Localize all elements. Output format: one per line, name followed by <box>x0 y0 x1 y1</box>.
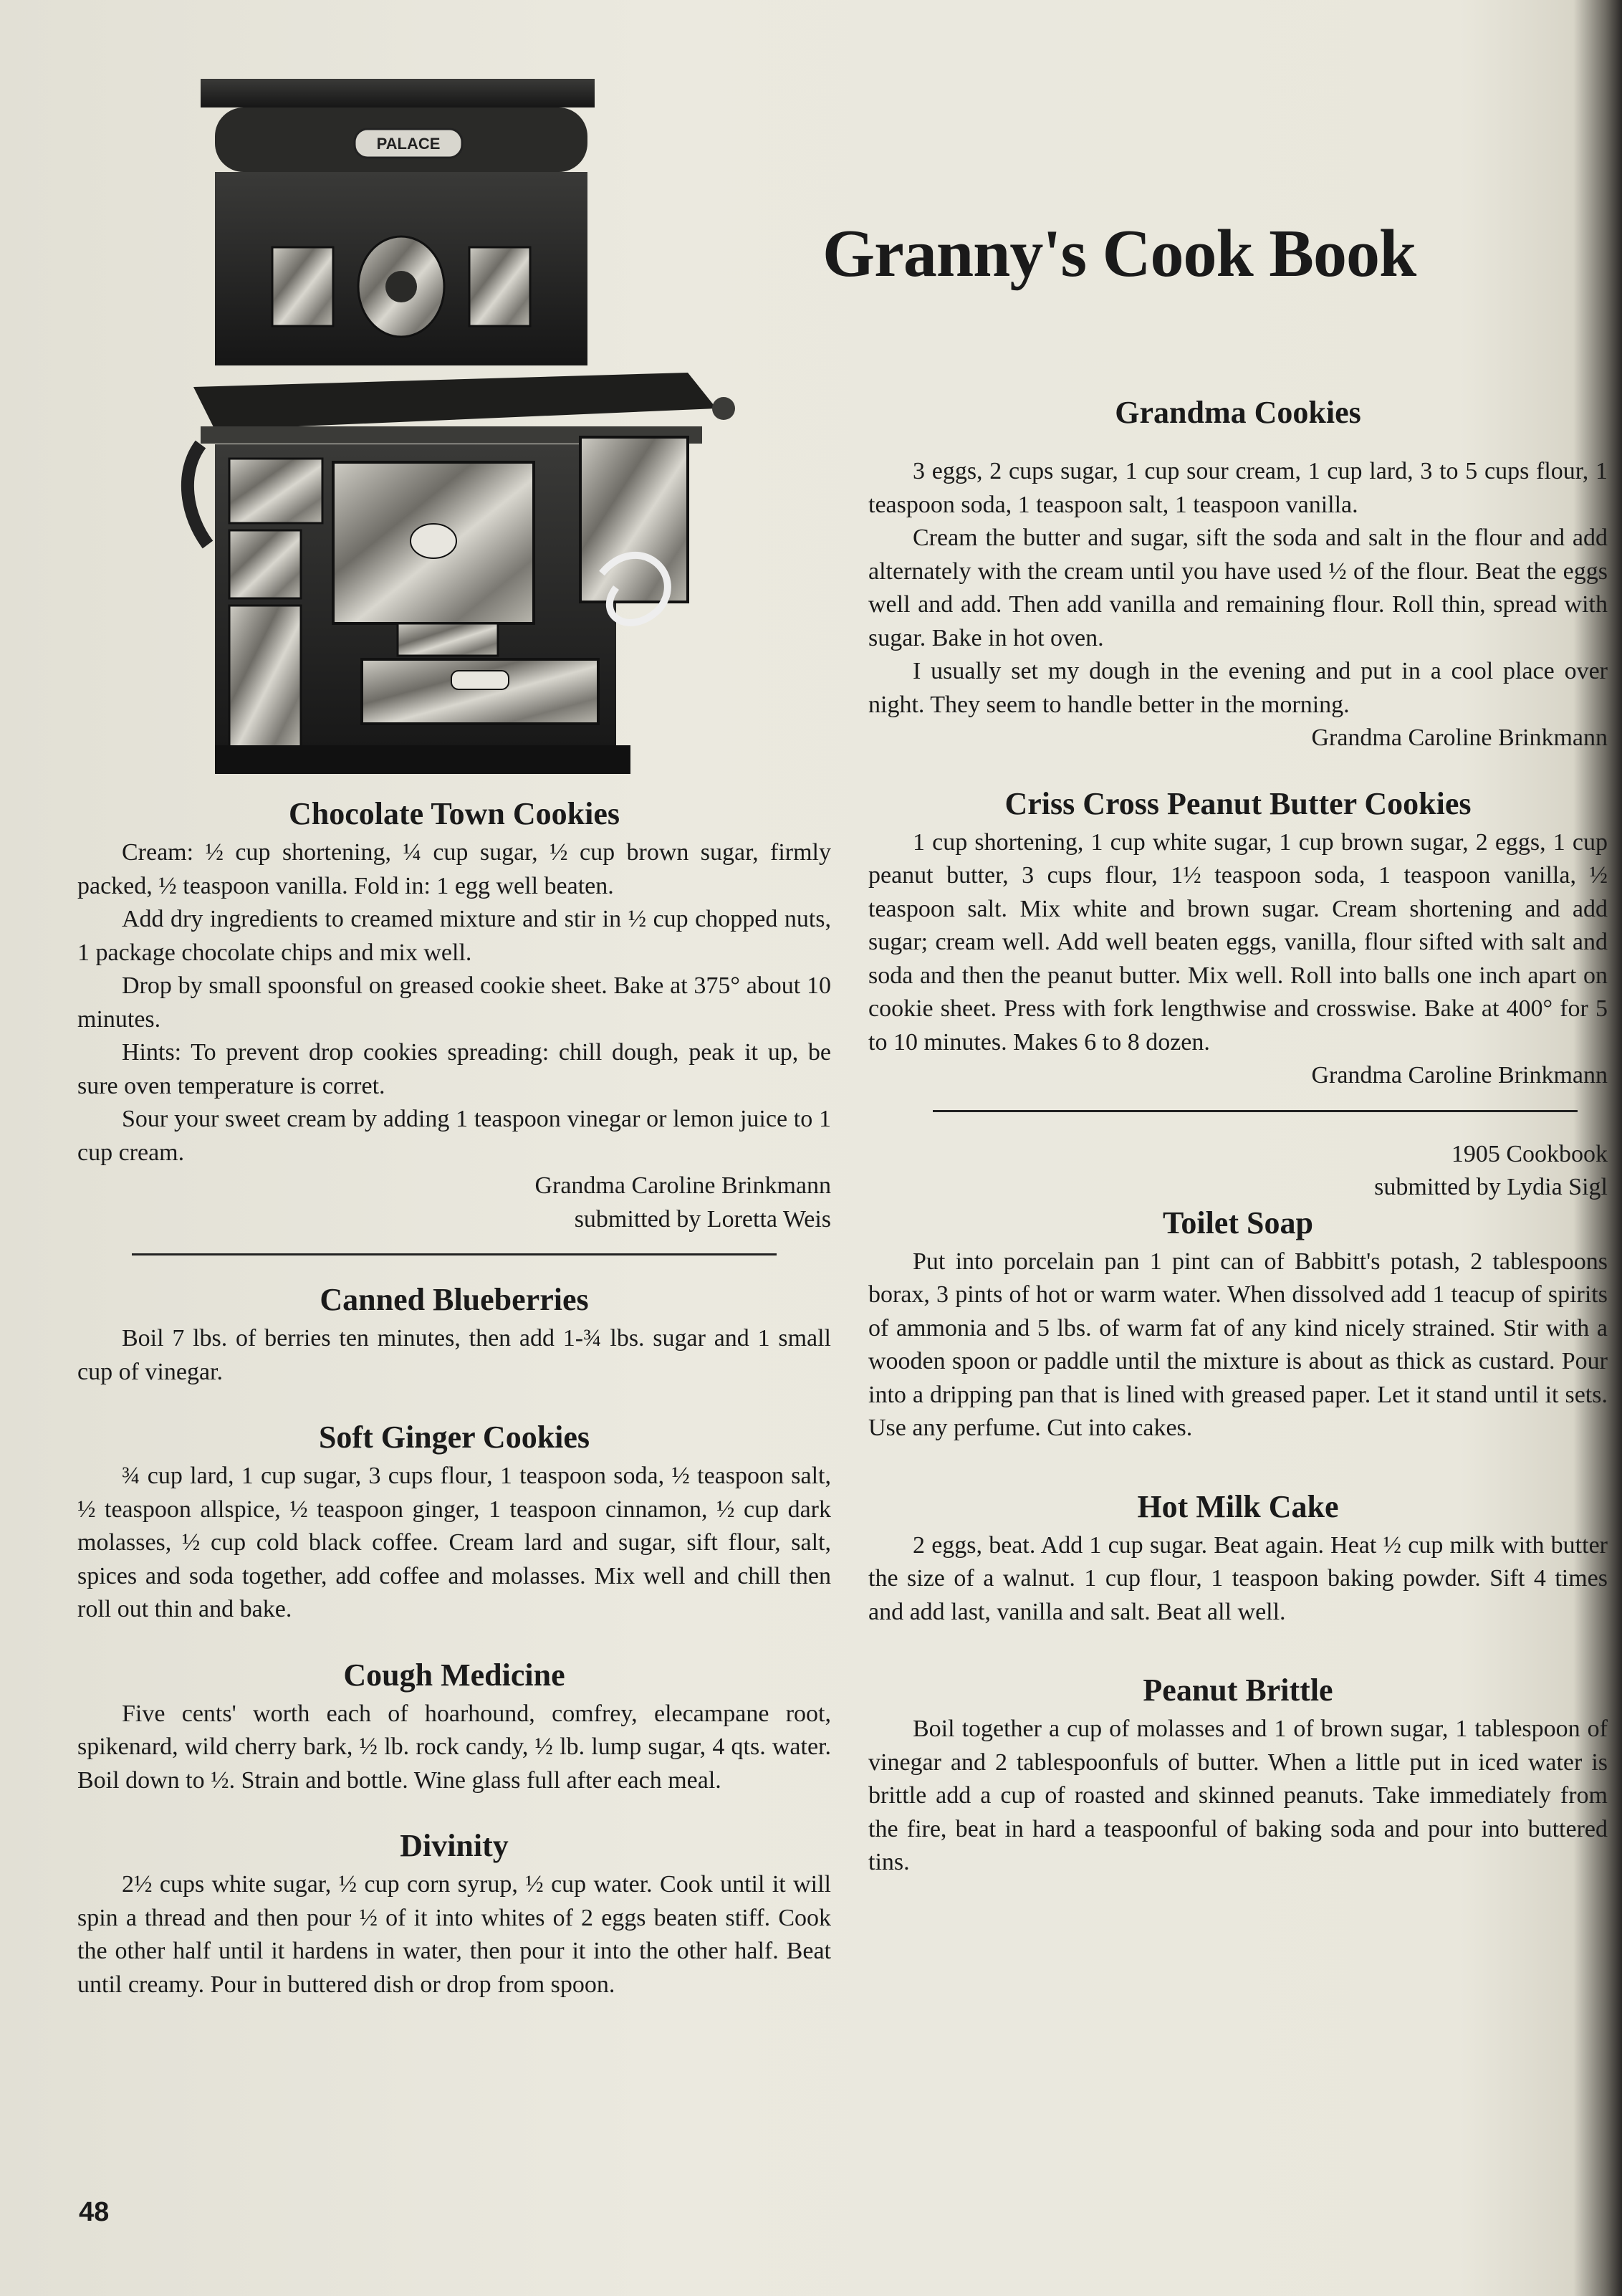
recipe-grandma-cookies <box>868 394 1608 755</box>
recipe-title: Toilet Soap <box>1163 1205 1313 1240</box>
recipe-paragraph: Put into porcelain pan 1 pint can of Babbitt's potash, 2 tablespoons borax, 3 pints of hot or warm water. When dissolved add 1 teacup of spirits of ammonia and 5 lbs. of warm fat of any kind nicely strained. Stir with a wooden spoon or paddle until the mixture is about as thick as custard. Pour into a dripping pan that is lined with greased paper. Let it stand until it sets. Use any perfume. Cut into cakes. <box>868 1248 1608 1441</box>
recipe-toilet-soap <box>868 1205 1608 1445</box>
recipe-title: Chocolate Town Cookies <box>288 796 620 831</box>
stove-illustration <box>172 72 802 781</box>
recipe-signature: Grandma Caroline Brinkmann <box>1311 724 1608 751</box>
recipe-title: Criss Cross Peanut Butter Cookies <box>1004 785 1472 821</box>
source-line: 1905 Cookbook <box>1451 1140 1608 1167</box>
recipe-paragraph: 3 eggs, 2 cups sugar, 1 cup sour cream, 1 cup lard, 3 to 5 cups flour, 1 teaspoon soda, 1 teaspoon salt, 1 teaspoon vanilla. <box>868 458 1608 518</box>
stove-badge-text: PALACE <box>376 135 441 153</box>
recipe-hot-milk-cake <box>868 1488 1608 1630</box>
recipe-canned-blueberries <box>77 1281 831 1389</box>
left-column <box>77 795 831 2001</box>
recipe-title: Canned Blueberries <box>320 1282 589 1317</box>
recipe-chocolate-town-cookies <box>77 795 831 1236</box>
source-submitter: submitted by Lydia Sigl <box>1374 1174 1608 1200</box>
recipe-paragraph: Add dry ingredients to creamed mixture and stir in ½ cup chopped nuts, 1 package chocolate chips and mix well. <box>77 906 831 966</box>
recipe-paragraph: Cream: ½ cup shortening, ¼ cup sugar, ½ cup brown sugar, firmly packed, ½ teaspoon vanilla. Fold in: 1 egg well beaten. <box>77 839 831 899</box>
recipe-paragraph: 1 cup shortening, 1 cup white sugar, 1 cup brown sugar, 2 eggs, 1 cup peanut butter, 3 cups flour, 1½ teaspoon soda, 1 teaspoon vanilla, ½ teaspoon salt. Mix white and brown sugar. Cream shortening and add sugar; cream well. Add well beaten eggs, vanilla, flour sifted with salt and soda and then the peanut butter. Mix well. Roll into balls one inch apart on cookie sheet. Press with fork lengthwise and crosswise. Bake at 400° for 5 to 10 minutes. Makes 6 to 8 dozen. <box>868 828 1608 1056</box>
recipe-peanut-brittle <box>868 1672 1608 1880</box>
recipe-title: Cough Medicine <box>343 1657 565 1693</box>
recipe-paragraph: 2 eggs, beat. Add 1 cup sugar. Beat again. Heat ½ cup milk with butter the size of a walnut. 1 cup flour, 1 teaspoon baking powder. Sift 4 times and add last, vanilla and salt. Beat all well. <box>868 1531 1608 1625</box>
right-column <box>868 394 1608 1880</box>
recipe-title: Hot Milk Cake <box>1137 1488 1339 1524</box>
recipe-title: Grandma Cookies <box>1115 395 1361 430</box>
recipe-divinity <box>77 1827 831 2001</box>
recipe-title: Divinity <box>400 1828 509 1863</box>
section-divider <box>933 1110 1578 1112</box>
recipe-cough-medicine <box>77 1657 831 1798</box>
recipe-paragraph: Boil 7 lbs. of berries ten minutes, then add 1-¾ lbs. sugar and 1 small cup of vinegar. <box>77 1325 831 1385</box>
recipe-paragraph: Sour your sweet cream by adding 1 teaspoon vinegar or lemon juice to 1 cup cream. <box>77 1106 831 1166</box>
page-title: Granny's Cook Book <box>822 216 1416 291</box>
recipe-paragraph: Cream the butter and sugar, sift the soda and salt in the flour and add alternately with the cream until you have used ½ of the flour. Beat the eggs well and add. Then add vanilla and remaining flour. Roll thin, spread with sugar. Bake in hot oven. <box>868 525 1608 651</box>
recipe-paragraph: ¾ cup lard, 1 cup sugar, 3 cups flour, 1 teaspoon soda, ½ teaspoon salt, ½ teaspoon allspice, ½ teaspoon ginger, 1 teaspoon cinnamon, ½ cup dark molasses, ½ cup cold black coffee. Cream lard and sugar, sift flour, salt, spices and soda together, add coffee and molasses. Mix well and chill then roll out thin and bake. <box>77 1463 831 1622</box>
recipe-paragraph: Hints: To prevent drop cookies spreading: chill dough, peak it up, be sure oven temperature is corret. <box>77 1039 831 1099</box>
recipe-paragraph: Drop by small spoonsful on greased cookie sheet. Bake at 375° about 10 minutes. <box>77 972 831 1033</box>
recipe-paragraph: 2½ cups white sugar, ½ cup corn syrup, ½ cup water. Cook until it will spin a thread and then pour ½ of it into whites of 2 eggs beaten stiff. Cook the other half until it hardens in water, then pour it into the other half. Beat until creamy. Pour in buttered dish or drop from spoon. <box>77 1871 831 1998</box>
recipe-soft-ginger-cookies <box>77 1419 831 1627</box>
recipe-paragraph: I usually set my dough in the evening and put in a cool place over night. They seem to handle better in the morning. <box>868 658 1608 718</box>
recipe-paragraph: Boil together a cup of molasses and 1 of brown sugar, 1 tablespoon of vinegar and 2 tablespoonfuls of butter. When a little put in iced water is brittle add a cup of roasted and skinned peanuts. Take immediately from the fire, beat in hard a teaspoonful of baking soda and pour into buttered tins. <box>868 1716 1608 1875</box>
recipe-criss-cross-peanut-butter-cookies <box>868 785 1608 1093</box>
recipe-signature: Grandma Caroline Brinkmann <box>534 1172 831 1199</box>
recipe-title: Soft Ginger Cookies <box>318 1420 590 1455</box>
section-divider <box>132 1253 777 1255</box>
recipe-submitter: submitted by Loretta Weis <box>574 1205 831 1233</box>
page-number: 48 <box>79 2197 110 2227</box>
recipe-title: Peanut Brittle <box>1143 1673 1333 1708</box>
recipe-signature: Grandma Caroline Brinkmann <box>1311 1062 1608 1089</box>
recipe-paragraph: Five cents' worth each of hoarhound, comfrey, elecampane root, spikenard, wild cherry bark, ½ lb. rock candy, ½ lb. lump sugar, 4 qts. water. Boil down to ½. Strain and bottle. Wine glass full after each meal. <box>77 1700 831 1794</box>
